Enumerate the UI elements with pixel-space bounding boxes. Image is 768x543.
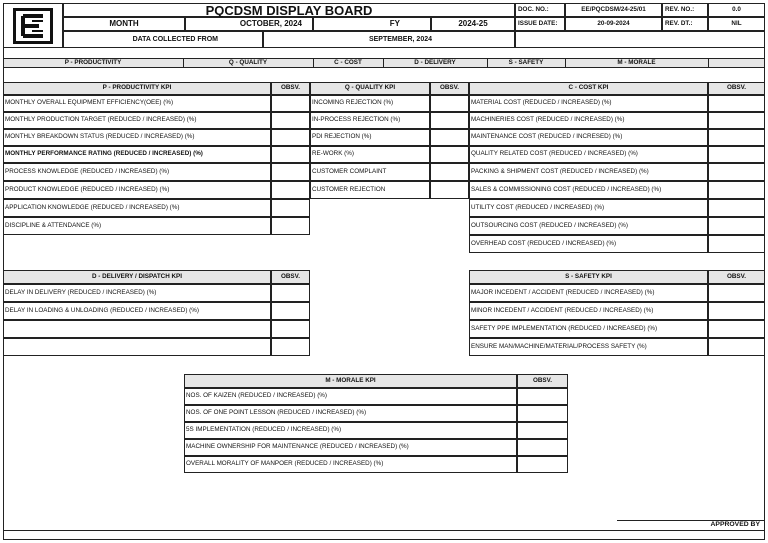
obsv-cell[interactable]	[708, 320, 765, 338]
obsv-cell[interactable]	[430, 163, 469, 181]
obsv-cell[interactable]	[708, 129, 765, 146]
list-item: PROCESS KNOWLEDGE (REDUCED / INCREASED) (%)	[3, 163, 271, 181]
list-item: IN-PROCESS REJECTION (%)	[310, 112, 430, 129]
category-delivery: D - DELIVERY	[414, 58, 456, 66]
list-item: OVERHEAD COST (REDUCED / INCREASED) (%)	[469, 235, 708, 253]
category-productivity: P - PRODUCTIVITY	[64, 58, 122, 66]
category-cost: C - COST	[334, 58, 362, 66]
obsv-cell[interactable]	[271, 146, 310, 163]
issue-date-value: 20-09-2024	[565, 17, 662, 31]
obsv-cell[interactable]	[271, 284, 310, 302]
obsv-cell[interactable]	[517, 405, 568, 422]
obsv-cell[interactable]	[708, 235, 765, 253]
list-item: CUSTOMER REJECTION	[310, 181, 430, 199]
data-collected-value: SEPTEMBER, 2024	[263, 31, 515, 48]
obsv-cell[interactable]	[708, 284, 765, 302]
list-item: DELAY IN LOADING & UNLOADING (REDUCED / INCREASED) (%)	[3, 302, 271, 320]
obsv-cell[interactable]	[271, 338, 310, 356]
list-item: MINOR INCEDENT / ACCIDENT (REDUCED / INCREASED) (%)	[469, 302, 708, 320]
list-item: UTILITY COST (REDUCED / INCREASED) (%)	[469, 199, 708, 217]
obsv-cell[interactable]	[430, 112, 469, 129]
list-item: DELAY IN DELIVERY (REDUCED / INCREASED) (%)	[3, 284, 271, 302]
delivery-obsv-header: OBSV.	[271, 270, 310, 284]
rev-dt-value: NIL	[708, 17, 765, 31]
doc-no-label: DOC. NO.:	[515, 3, 565, 17]
obsv-cell[interactable]	[430, 129, 469, 146]
cost-kpi-header: C - COST KPI	[469, 82, 708, 95]
rev-dt-label: REV. DT.:	[662, 17, 708, 31]
logo-cell	[3, 3, 63, 48]
quality-obsv-header: OBSV.	[430, 82, 469, 95]
category-quality: Q - QUALITY	[228, 58, 268, 66]
category-morale: M - MORALE	[617, 58, 656, 66]
obsv-cell[interactable]	[271, 199, 310, 217]
obsv-cell[interactable]	[271, 181, 310, 199]
list-item: MONTHLY PERFORMANCE RATING (REDUCED / INCREASED) (%)	[3, 146, 271, 163]
list-item: MACHINE OWNERSHIP FOR MAINTENANCE (REDUCED / INCREASED) (%)	[184, 439, 517, 456]
obsv-cell[interactable]	[271, 95, 310, 112]
list-item: APPLICATION KNOWLEDGE (REDUCED / INCREASED) (%)	[3, 199, 271, 217]
obsv-cell[interactable]	[517, 388, 568, 405]
page-title: PQCDSM DISPLAY BOARD	[63, 3, 515, 17]
month-value: OCTOBER, 2024	[185, 17, 313, 31]
data-collected-label: DATA COLLECTED FROM	[63, 31, 263, 48]
morale-obsv-header: OBSV.	[517, 374, 568, 388]
list-item: DISCIPLINE & ATTENDANCE (%)	[3, 217, 271, 235]
list-item: MATERIAL COST (REDUCED / INCREASED) (%)	[469, 95, 708, 112]
fy-value: 2024-25	[431, 17, 515, 31]
issue-date-label: ISSUE DATE:	[515, 17, 565, 31]
company-logo-icon	[13, 8, 53, 44]
obsv-cell[interactable]	[271, 129, 310, 146]
obsv-cell[interactable]	[430, 146, 469, 163]
obsv-cell[interactable]	[517, 439, 568, 456]
morale-kpi-header: M - MORALE KPI	[184, 374, 517, 388]
doc-no-value: EE/PQCDSM/24-25/01	[565, 3, 662, 17]
quality-kpi-header: Q - QUALITY KPI	[310, 82, 430, 95]
list-item: MAINTENANCE COST (REDUCED / INCRESED) (%)	[469, 129, 708, 146]
obsv-cell[interactable]	[708, 199, 765, 217]
list-item: OUTSOURCING COST (REDUCED / INCREASED) (%)	[469, 217, 708, 235]
list-item: NOS. OF KAIZEN (REDUCED / INCREASED) (%)	[184, 388, 517, 405]
obsv-cell[interactable]	[271, 302, 310, 320]
cost-obsv-header: OBSV.	[708, 82, 765, 95]
rev-no-label: REV. NO.:	[662, 3, 708, 17]
list-item: MONTHLY OVERALL EQUIPMENT EFFICIENCY(OEE) (%)	[3, 95, 271, 112]
doc-info-spacer	[515, 31, 765, 48]
obsv-cell[interactable]	[271, 163, 310, 181]
list-item: CUSTOMER COMPLAINT	[310, 163, 430, 181]
obsv-cell[interactable]	[430, 181, 469, 199]
safety-kpi-header: S - SAFETY KPI	[469, 270, 708, 284]
obsv-cell[interactable]	[708, 95, 765, 112]
list-item: NOS. OF ONE POINT LESSON (REDUCED / INCREASED) (%)	[184, 405, 517, 422]
obsv-cell[interactable]	[271, 320, 310, 338]
list-item: MACHINERIES COST (REDUCED / INCREASED) (%)	[469, 112, 708, 129]
obsv-cell[interactable]	[708, 163, 765, 181]
obsv-cell[interactable]	[708, 302, 765, 320]
list-item: PRODUCT KNOWLEDGE (REDUCED / INCREASED) (%)	[3, 181, 271, 199]
obsv-cell[interactable]	[708, 217, 765, 235]
bottom-rule	[3, 530, 765, 531]
list-item: RE-WORK (%)	[310, 146, 430, 163]
obsv-cell[interactable]	[708, 338, 765, 356]
obsv-cell[interactable]	[271, 217, 310, 235]
obsv-cell[interactable]	[517, 422, 568, 439]
list-item: MAJOR INCEDENT / ACCIDENT (REDUCED / INCREASED) (%)	[469, 284, 708, 302]
list-item: QUALITY RELATED COST (REDUCED / INCREASED) (%)	[469, 146, 708, 163]
rev-no-value: 0.0	[708, 3, 765, 17]
list-item: MONTHLY PRODUCTION TARGET (REDUCED / INCREASED) (%)	[3, 112, 271, 129]
approved-by-label: APPROVED BY	[710, 520, 760, 528]
list-item: PACKING & SHIPMENT COST (REDUCED / INCREASED) (%)	[469, 163, 708, 181]
safety-obsv-header: OBSV.	[708, 270, 765, 284]
list-item	[3, 320, 271, 338]
obsv-cell[interactable]	[271, 112, 310, 129]
list-item: MONTHLY BREAKDOWN STATUS (REDUCED / INCREASED) (%)	[3, 129, 271, 146]
list-item	[3, 338, 271, 356]
list-item: SAFETY PPE IMPLEMENTATION (REDUCED / INCREASED) (%)	[469, 320, 708, 338]
category-safety: S - SAFETY	[508, 58, 544, 66]
productivity-obsv-header: OBSV.	[271, 82, 310, 95]
list-item: ENSURE MAN/MACHINE/MATERIAL/PROCESS SAFETY (%)	[469, 338, 708, 356]
delivery-kpi-header: D - DELIVERY / DISPATCH KPI	[3, 270, 271, 284]
list-item: INCOMING REJECTION (%)	[310, 95, 430, 112]
fy-label: FY	[313, 17, 431, 31]
list-item: 5S IMPLEMENTATION (REDUCED / INCREASED) (%)	[184, 422, 517, 439]
list-item: SALES & COMMISSIONING COST (REDUCED / INCREASED) (%)	[469, 181, 708, 199]
month-label: MONTH	[63, 17, 185, 31]
list-item: OVERALL MORALITY OF MANPOER (REDUCED / INCREASED) (%)	[184, 456, 517, 473]
obsv-cell[interactable]	[708, 146, 765, 163]
obsv-cell[interactable]	[430, 95, 469, 112]
obsv-cell[interactable]	[517, 456, 568, 473]
productivity-kpi-header: P - PRODUCTIVITY KPI	[3, 82, 271, 95]
obsv-cell[interactable]	[708, 181, 765, 199]
list-item: PDI REJECTION (%)	[310, 129, 430, 146]
obsv-cell[interactable]	[708, 112, 765, 129]
